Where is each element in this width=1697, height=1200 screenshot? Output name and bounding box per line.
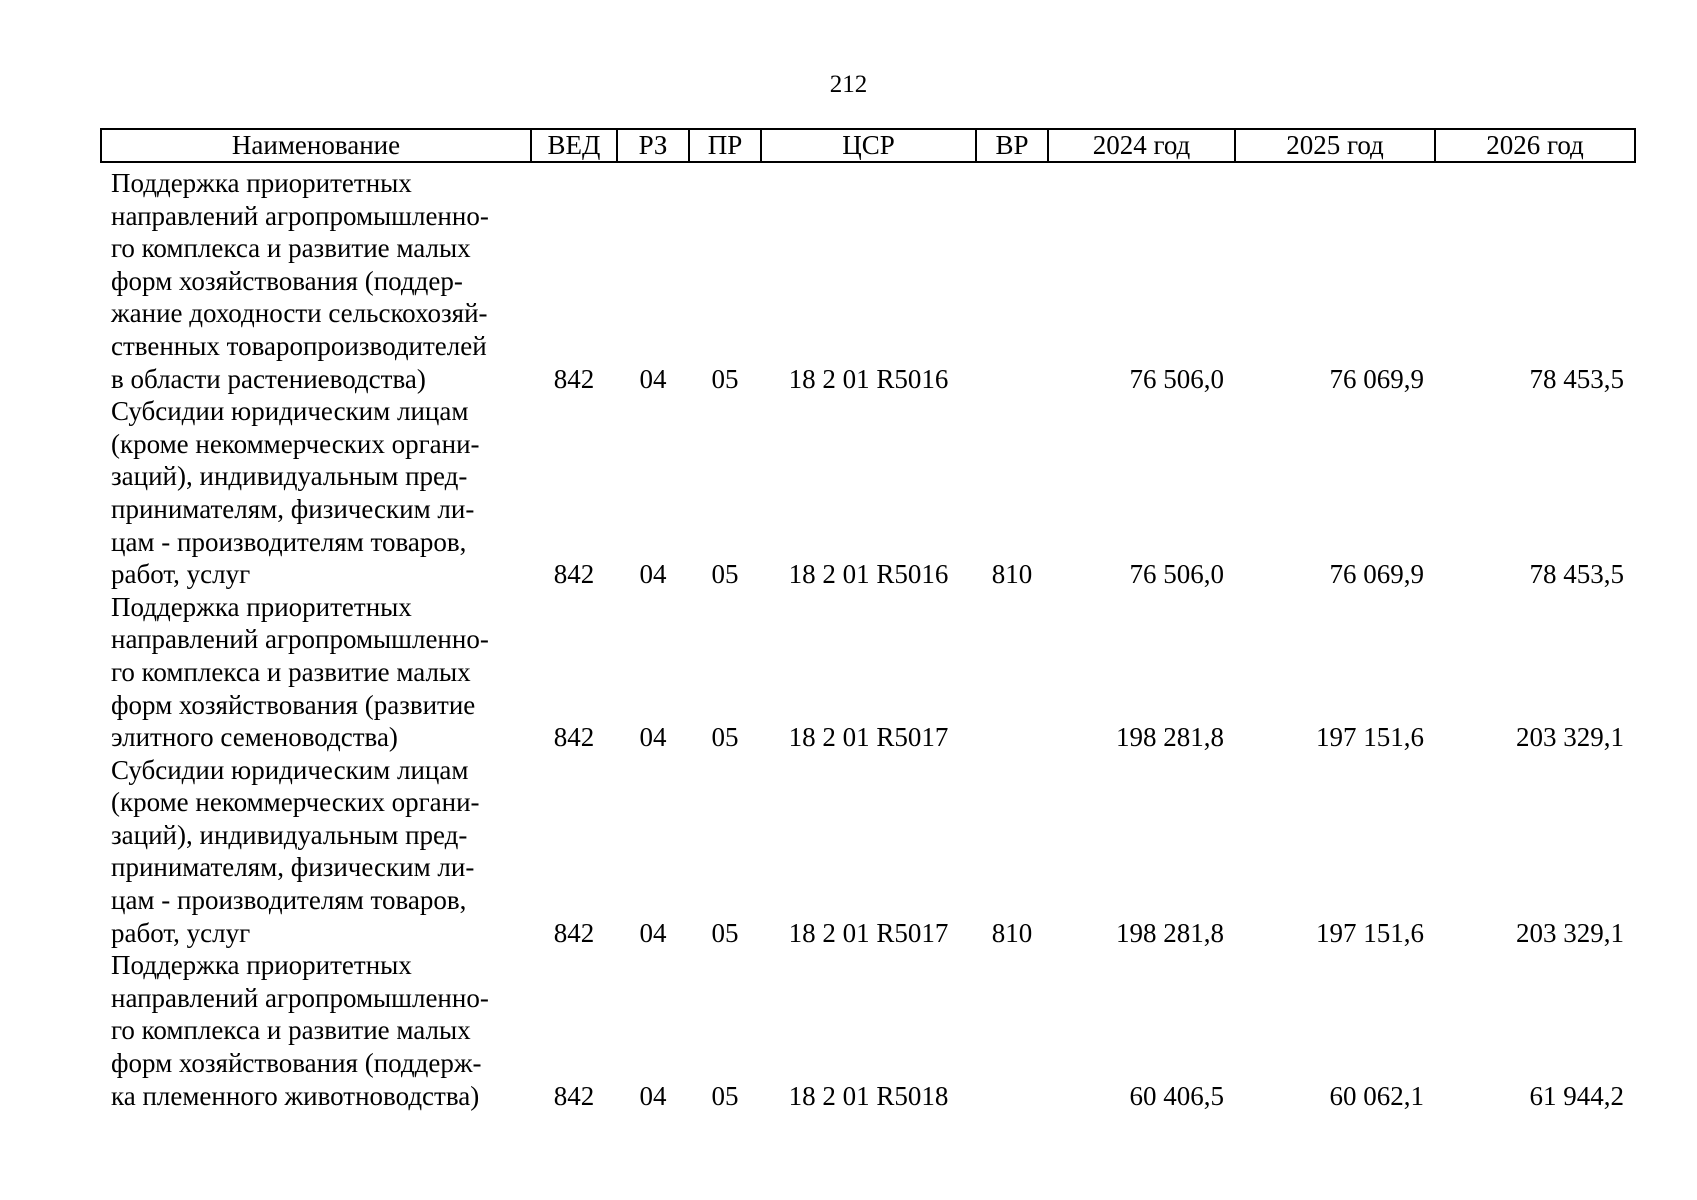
row-rz: 04 (639, 722, 667, 753)
row-pr: 05 (711, 1080, 739, 1111)
row-name-line: Субсидии юридическим лицам (111, 754, 469, 785)
row-2024: 60 406,5 (1129, 1080, 1224, 1111)
row-name-line: работ, услуг (111, 917, 251, 948)
row-name (101, 162, 531, 395)
row-2024: 76 506,0 (1129, 363, 1224, 394)
table-row (101, 162, 1635, 395)
row-name-line: форм хозяйствования (развитие (111, 689, 476, 720)
row-name-line: принимателям, физическим ли- (111, 852, 475, 883)
row-name-line: жание доходности сельскохозяй- (111, 298, 488, 329)
table-row (101, 949, 1635, 1112)
row-name-line: цам - производителям товаров, (111, 885, 467, 916)
row-name (101, 591, 531, 754)
table-row (101, 395, 1635, 591)
row-name-line: форм хозяйствования (поддер- (111, 265, 463, 296)
table-row (101, 754, 1635, 950)
row-name-line: го комплекса и развитие малых (111, 1015, 471, 1046)
header-2025: 2025 год (1235, 129, 1435, 162)
row-pr: 05 (711, 722, 739, 753)
row-name-line: Поддержка приоритетных (111, 168, 412, 198)
row-2026: 78 453,5 (1529, 559, 1624, 590)
row-2025: 60 062,1 (1329, 1080, 1424, 1111)
row-name-line: форм хозяйствования (поддерж- (111, 1048, 482, 1079)
row-ved: 842 (553, 917, 595, 948)
header-csr: ЦСР (761, 129, 976, 162)
row-csr: 18 2 01 R5016 (788, 559, 949, 590)
row-vr: 810 (991, 917, 1033, 948)
table-row (101, 591, 1635, 754)
row-pr: 05 (711, 917, 739, 948)
row-name-line: направлений агропромышленно- (111, 200, 489, 231)
row-2026: 203 329,1 (1516, 917, 1624, 948)
row-name-line: в области растениеводства) (111, 363, 426, 394)
row-name-line: ственных товаропроизводителей (111, 330, 487, 361)
row-name-line: Субсидии юридическим лицам (111, 396, 469, 427)
row-name-line: работ, услуг (111, 559, 251, 590)
row-rz: 04 (639, 559, 667, 590)
row-2026: 78 453,5 (1529, 363, 1624, 394)
row-2025: 76 069,9 (1329, 363, 1424, 394)
row-name-line: заций), индивидуальным пред- (111, 461, 468, 492)
row-name-line: заций), индивидуальным пред- (111, 819, 468, 850)
row-2024: 198 281,8 (1116, 722, 1224, 753)
row-name-line: (кроме некоммерческих органи- (111, 428, 480, 459)
header-name: Наименование (101, 129, 531, 162)
row-2025: 76 069,9 (1329, 559, 1424, 590)
row-name-line: принимателям, физическим ли- (111, 493, 475, 524)
row-csr: 18 2 01 R5017 (788, 917, 949, 948)
row-vr (976, 949, 1048, 1112)
row-2025: 197 151,6 (1316, 917, 1424, 948)
header-vr: ВР (976, 129, 1048, 162)
row-csr: 18 2 01 R5018 (788, 1080, 949, 1111)
row-name-line: цам - производителям товаров, (111, 526, 467, 557)
header-ved: ВЕД (531, 129, 617, 162)
header-rz: РЗ (617, 129, 689, 162)
row-name (101, 395, 531, 591)
row-ved: 842 (553, 722, 595, 753)
row-vr (976, 162, 1048, 395)
row-name-line: Поддержка приоритетных (111, 950, 412, 981)
row-pr: 05 (711, 363, 739, 394)
row-rz: 04 (639, 917, 667, 948)
budget-table (100, 128, 1636, 1112)
row-2026: 61 944,2 (1529, 1080, 1624, 1111)
row-csr: 18 2 01 R5017 (788, 722, 949, 753)
header-pr: ПР (689, 129, 761, 162)
row-2024: 76 506,0 (1129, 559, 1224, 590)
page-number: 212 (829, 71, 868, 98)
row-name-line: элитного семеноводства) (111, 722, 398, 753)
table-header-row (101, 129, 1635, 162)
header-2026: 2026 год (1435, 129, 1635, 162)
row-rz: 04 (639, 1080, 667, 1111)
row-vr: 810 (991, 559, 1033, 590)
row-ved: 842 (553, 559, 595, 590)
row-name-line: (кроме некоммерческих органи- (111, 787, 480, 818)
row-name-line: направлений агропромышленно- (111, 982, 489, 1013)
row-2025: 197 151,6 (1316, 722, 1424, 753)
row-rz: 04 (639, 363, 667, 394)
row-name (101, 949, 531, 1112)
header-2024: 2024 год (1048, 129, 1235, 162)
row-name-line: Поддержка приоритетных (111, 591, 412, 622)
row-name-line: ка племенного животноводства) (111, 1080, 480, 1111)
row-name-line: направлений агропромышленно- (111, 624, 489, 655)
row-csr: 18 2 01 R5016 (788, 363, 949, 394)
row-name-line: го комплекса и развитие малых (111, 233, 471, 264)
row-pr: 05 (711, 559, 739, 590)
row-ved: 842 (553, 363, 595, 394)
row-2026: 203 329,1 (1516, 722, 1624, 753)
row-name-line: го комплекса и развитие малых (111, 656, 471, 687)
row-vr (976, 591, 1048, 754)
row-name (101, 754, 531, 950)
row-2024: 198 281,8 (1116, 917, 1224, 948)
row-ved: 842 (553, 1080, 595, 1111)
